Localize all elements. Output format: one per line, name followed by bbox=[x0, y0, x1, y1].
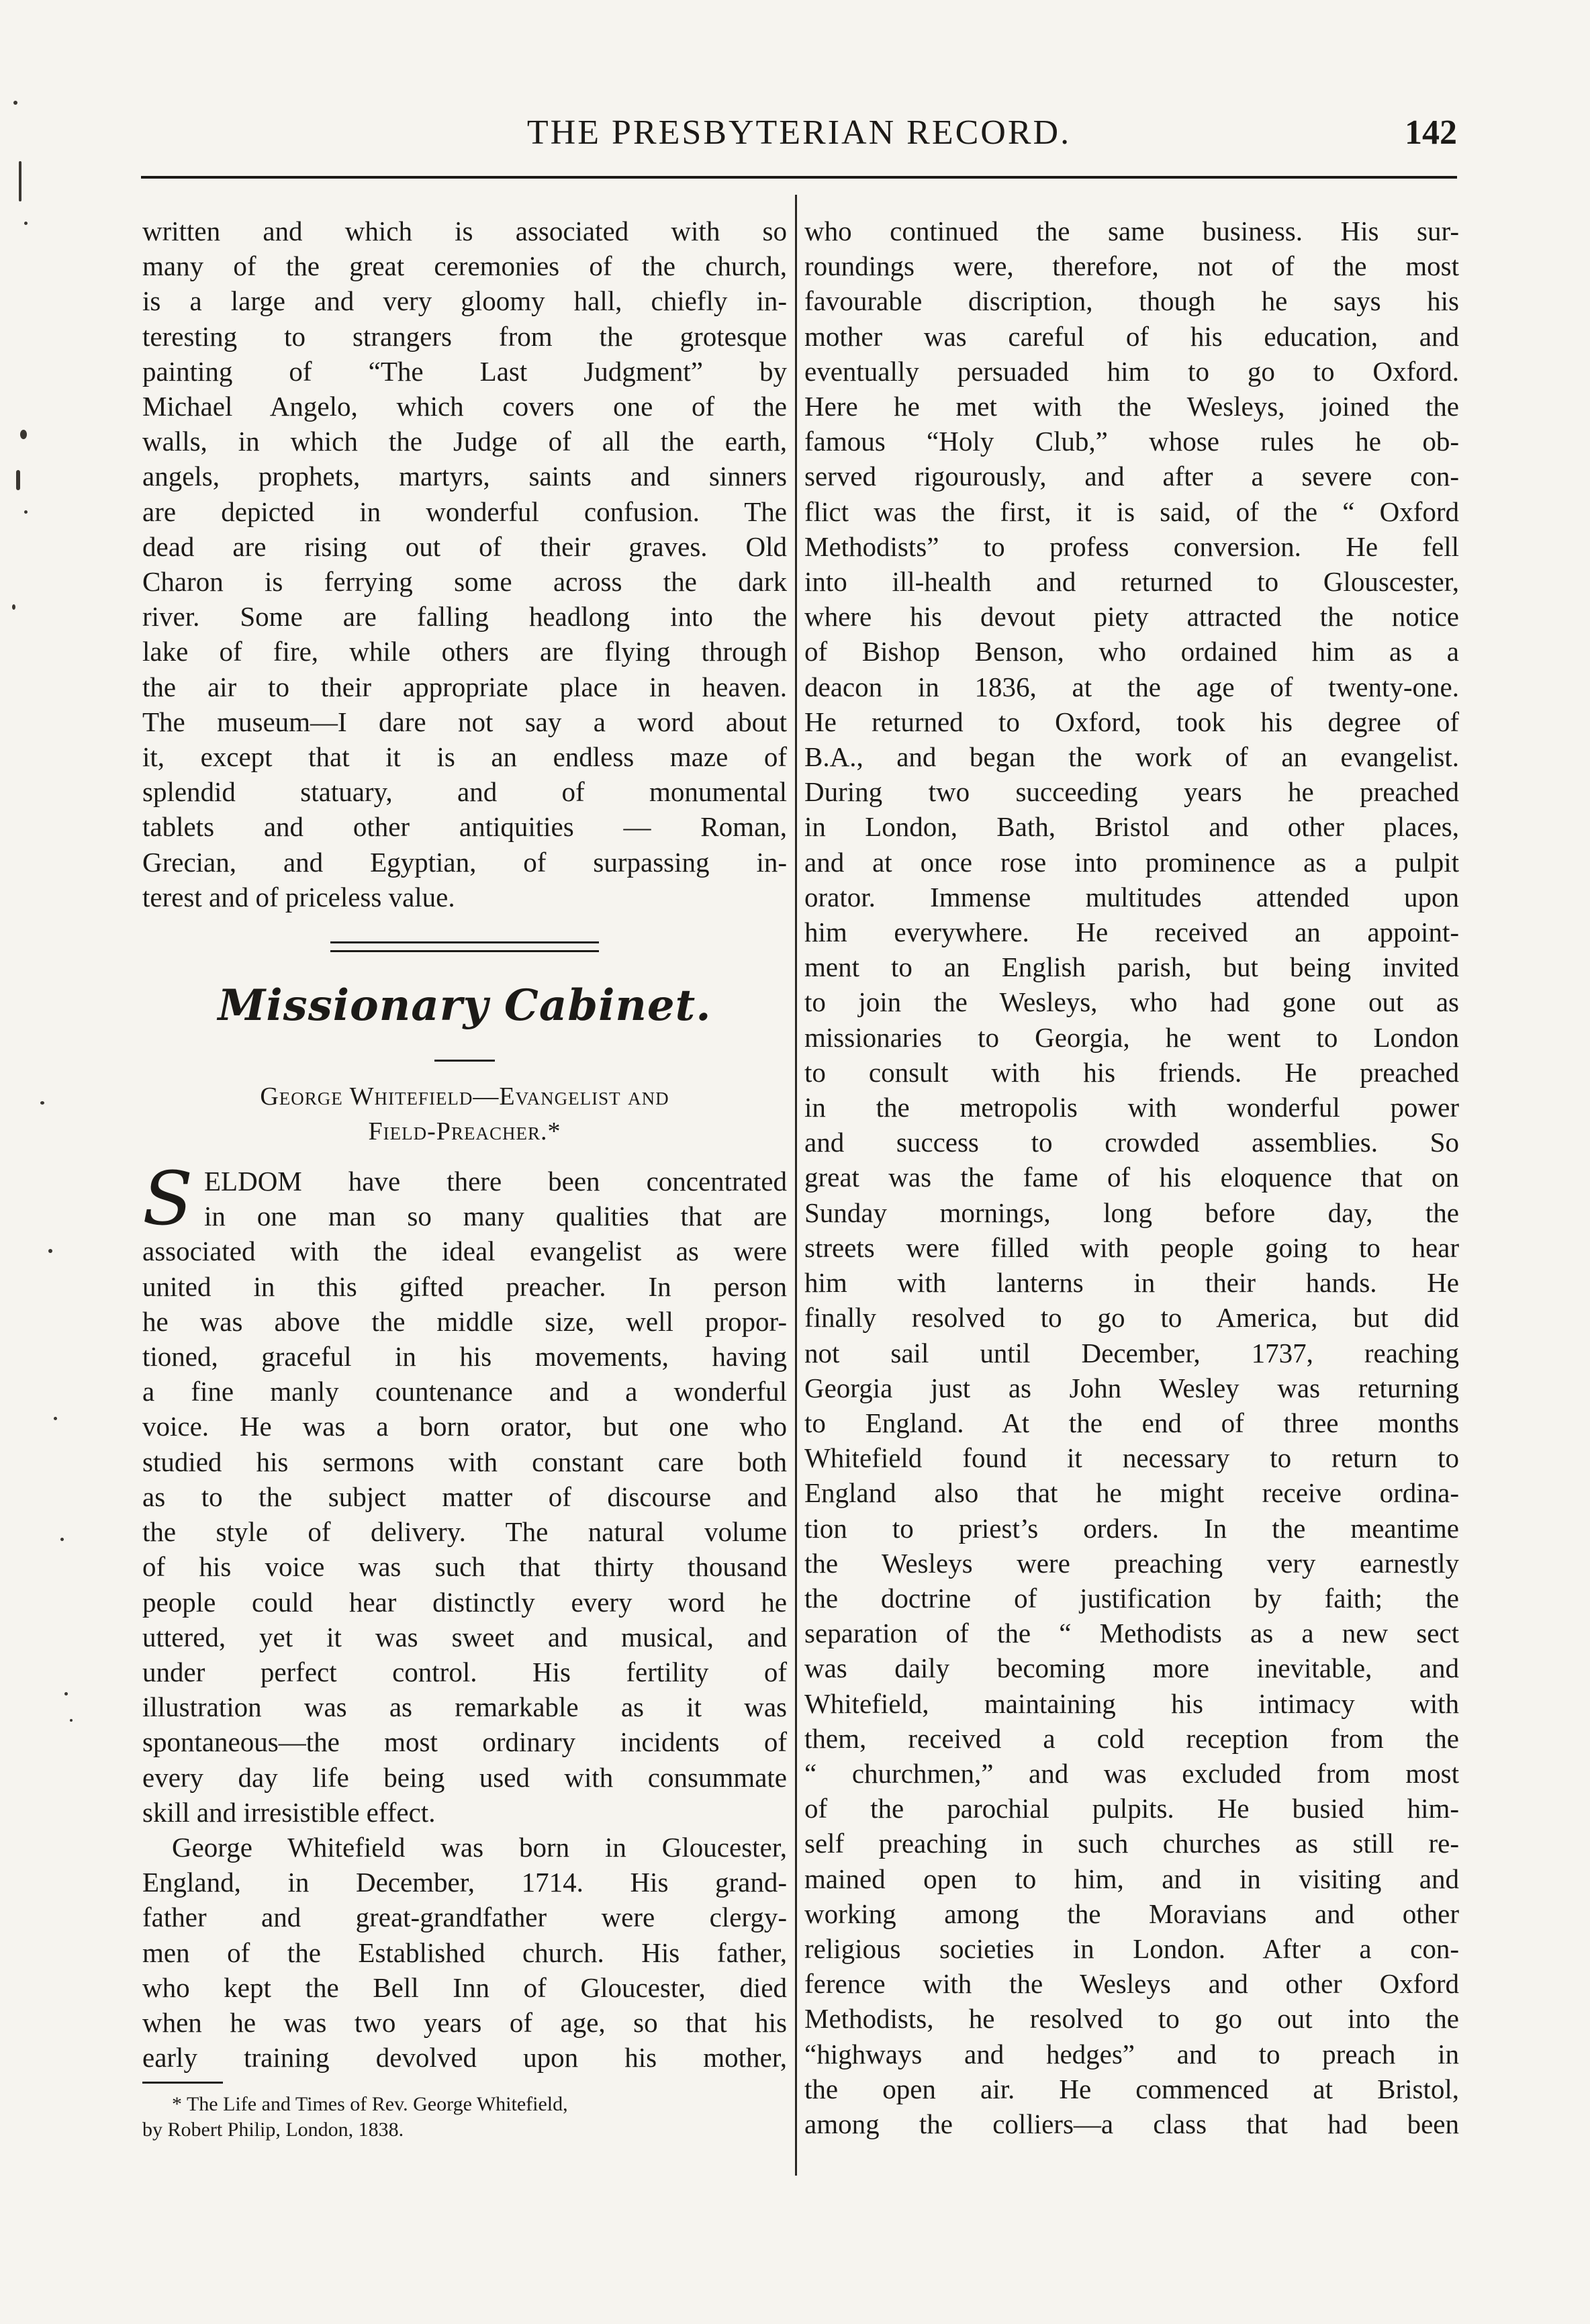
text-line: favourable discription, though he says his bbox=[804, 285, 1459, 317]
text-line: was daily becoming more inevitable, and bbox=[804, 1653, 1459, 1684]
text-line: the doctrine of justification by faith; the bbox=[804, 1582, 1459, 1614]
text-line: splendid statuary, and of monumental bbox=[142, 776, 787, 808]
text-line: Georgia just as John Wesley was returning bbox=[804, 1372, 1459, 1403]
text-line: Here he met with the Wesleys, joined the bbox=[804, 391, 1459, 422]
text-line: among the colliers—a class that had been bbox=[804, 2108, 1459, 2139]
text-line: not sail until December, 1737, reaching bbox=[804, 1337, 1459, 1368]
text-line: he was above the middle size, well propor- bbox=[142, 1305, 787, 1337]
text-line: when he was two years of age, so that his bbox=[142, 2006, 787, 2038]
text-line: orator. Immense multitudes attended upon bbox=[804, 881, 1459, 913]
text-line: to join the Wesleys, who had gone out as bbox=[804, 986, 1459, 1018]
text-line: of the parochial pulpits. He busied him- bbox=[804, 1793, 1459, 1824]
text-line: are depicted in wonderful confusion. The bbox=[142, 496, 787, 527]
text-line: associated with the ideal evangelist as were bbox=[142, 1236, 787, 1267]
text-line: him everywhere. He received an appoint- bbox=[804, 917, 1459, 948]
text-line: people could hear distinctly every word he bbox=[142, 1586, 787, 1618]
article-title-line: George Whitefield—Evangelist and bbox=[260, 1082, 669, 1111]
footnote-line: by Robert Philip, London, 1838. bbox=[142, 2119, 404, 2141]
text-line: eventually persuaded him to go to Oxford. bbox=[804, 355, 1459, 387]
speck bbox=[13, 101, 17, 105]
text-line: mained open to him, and in visiting and bbox=[804, 1863, 1459, 1894]
text-line: Methodists” to profess conversion. He fell bbox=[804, 530, 1459, 562]
text-line: Whitefield, maintaining his intimacy with bbox=[804, 1687, 1459, 1719]
text-line: in one man so many qualities that are bbox=[204, 1201, 787, 1232]
text-line: self preaching in such churches as still re- bbox=[804, 1828, 1459, 1859]
footnote bbox=[142, 2092, 787, 2143]
text-line: every day life being used with consummate bbox=[142, 1761, 787, 1793]
text-line: father and great-grandfather were clergy- bbox=[142, 1902, 787, 1933]
footnote-rule bbox=[142, 2082, 223, 2084]
text-line: famous “Holy Club,” whose rules he ob- bbox=[804, 426, 1459, 457]
running-header bbox=[141, 113, 1457, 160]
speck bbox=[16, 470, 20, 490]
section-title: Missionary Cabinet. bbox=[218, 980, 712, 1031]
text-line: flict was the first, it is said, of the “ Oxford bbox=[804, 496, 1459, 527]
speck bbox=[54, 1417, 57, 1420]
text-line: is a large and very gloomy hall, chiefly in- bbox=[142, 285, 787, 317]
speck bbox=[40, 1101, 44, 1105]
text-line: working among the Moravians and other bbox=[804, 1898, 1459, 1929]
text-line: painting of “The Last Judgment” by bbox=[142, 355, 787, 387]
text-line: early training devolved upon his mother, bbox=[142, 2042, 787, 2074]
speck bbox=[20, 430, 27, 439]
text-line: uttered, yet it was sweet and musical, and bbox=[142, 1621, 787, 1653]
short-rule bbox=[434, 1060, 495, 1062]
text-line: united in this gifted preacher. In person bbox=[142, 1270, 787, 1302]
text-line: great was the fame of his eloquence that on bbox=[804, 1162, 1459, 1193]
text-line: lake of fire, while others are flying through bbox=[142, 636, 787, 667]
text-line: Methodists, he resolved to go out into the bbox=[804, 2003, 1459, 2035]
text-line: England also that he might receive ordina- bbox=[804, 1477, 1459, 1509]
text-line: Michael Angelo, which covers one of the bbox=[142, 391, 787, 422]
drop-cap: S bbox=[142, 1156, 193, 1242]
text-line: terest and of priceless value. bbox=[142, 881, 455, 913]
text-line: tioned, graceful in his movements, having bbox=[142, 1341, 787, 1373]
article-paragraph-1 bbox=[142, 1234, 787, 1829]
text-line: written and which is associated with so bbox=[142, 216, 787, 246]
text-line: Sunday mornings, long before day, the bbox=[804, 1197, 1459, 1228]
text-line: to consult with his friends. He preached bbox=[804, 1056, 1459, 1088]
text-line: them, received a cold reception from the bbox=[804, 1722, 1459, 1754]
text-line: under perfect control. His fertility of bbox=[142, 1656, 787, 1687]
text-line: dead are rising out of their graves. Old bbox=[142, 530, 787, 562]
text-line: who kept the Bell Inn of Gloucester, died bbox=[142, 1971, 787, 2003]
text-line: “highways and hedges” and to preach in bbox=[804, 2038, 1459, 2070]
footnote-line: * The Life and Times of Rev. George Whitefield, bbox=[172, 2093, 568, 2116]
text-line: walls, in which the Judge of all the earth, bbox=[142, 426, 787, 457]
text-line: ELDOM have there been concentrated bbox=[204, 1166, 787, 1197]
article-title-line: Field-Preacher.* bbox=[368, 1117, 561, 1146]
text-line: river. Some are falling headlong into the bbox=[142, 601, 787, 633]
text-line: to England. At the end of three months bbox=[804, 1407, 1459, 1438]
speck bbox=[24, 510, 28, 514]
column-divider bbox=[795, 195, 797, 2176]
text-line: into ill-health and returned to Glouscester, bbox=[804, 566, 1459, 598]
article-opening bbox=[142, 1156, 787, 1242]
text-line: studied his sermons with constant care both bbox=[142, 1446, 787, 1477]
text-line: tion to priest’s orders. In the meantime bbox=[804, 1512, 1459, 1544]
text-line: tablets and other antiquities — Roman, bbox=[142, 811, 787, 843]
text-line: Charon is ferrying some across the dark bbox=[142, 566, 787, 598]
text-line: who continued the same business. His sur- bbox=[804, 216, 1459, 246]
museum-paragraph bbox=[142, 214, 787, 915]
text-line: the air to their appropriate place in heaven. bbox=[142, 671, 787, 702]
text-line: the style of delivery. The natural volume bbox=[142, 1516, 787, 1548]
text-line: deacon in 1836, at the age of twenty-one. bbox=[804, 671, 1459, 702]
text-line: a fine manly countenance and a wonderful bbox=[142, 1376, 787, 1407]
left-column bbox=[142, 214, 787, 2143]
article-paragraph-2 bbox=[142, 1830, 787, 2075]
text-line: angels, prophets, martyrs, saints and sinners bbox=[142, 461, 787, 492]
text-line: missionaries to Georgia, he went to London bbox=[804, 1021, 1459, 1053]
header-rule bbox=[141, 176, 1457, 179]
text-line: ment to an English parish, but being invited bbox=[804, 951, 1459, 983]
speck bbox=[64, 1692, 68, 1695]
article-title bbox=[142, 1079, 787, 1149]
text-line: mother was careful of his education, and bbox=[804, 320, 1459, 352]
page-number: 142 bbox=[1405, 113, 1457, 152]
text-line: streets were filled with people going to hear bbox=[804, 1231, 1459, 1263]
text-line: Grecian, and Egyptian, of surpassing in- bbox=[142, 846, 787, 878]
text-line: religious societies in London. After a con- bbox=[804, 1933, 1459, 1964]
speck bbox=[24, 222, 28, 225]
text-line: men of the Established church. His father, bbox=[142, 1937, 787, 1968]
speck bbox=[70, 1719, 73, 1722]
text-line: illustration was as remarkable as it was bbox=[142, 1691, 787, 1723]
text-line: it, except that it is an endless maze of bbox=[142, 741, 787, 773]
journal-title: THE PRESBYTERIAN RECORD. bbox=[526, 113, 1072, 152]
text-line: separation of the “ Methodists as a new sect bbox=[804, 1618, 1459, 1649]
text-line: spontaneous—the most ordinary incidents of bbox=[142, 1726, 787, 1758]
speck bbox=[60, 1538, 64, 1541]
text-line: as to the subject matter of discourse and bbox=[142, 1481, 787, 1512]
text-line: B.A., and began the work of an evangelist. bbox=[804, 741, 1459, 773]
text-line: of Bishop Benson, who ordained him as a bbox=[804, 636, 1459, 667]
speck bbox=[12, 604, 15, 610]
text-line: roundings were, therefore, not of the most bbox=[804, 250, 1459, 282]
text-line: Whitefield found it necessary to return to bbox=[804, 1442, 1459, 1474]
text-line: The museum—I dare not say a word about bbox=[142, 706, 787, 737]
text-line: ference with the Wesleys and other Oxford bbox=[804, 1968, 1459, 2000]
text-line: skill and irresistible effect. bbox=[142, 1796, 436, 1828]
text-line: George Whitefield was born in Gloucester, bbox=[172, 1831, 787, 1863]
text-line: finally resolved to go to America, but did bbox=[804, 1302, 1459, 1334]
text-line: “ churchmen,” and was excluded from most bbox=[804, 1757, 1459, 1789]
text-line: served rigourously, and after a severe con- bbox=[804, 461, 1459, 492]
text-line: in the metropolis with wonderful power bbox=[804, 1092, 1459, 1123]
text-line: teresting to strangers from the grotesque bbox=[142, 320, 787, 352]
text-line: many of the great ceremonies of the church, bbox=[142, 250, 787, 282]
text-line: of his voice was such that thirty thousand bbox=[142, 1551, 787, 1583]
text-line: where his devout piety attracted the notice bbox=[804, 601, 1459, 633]
text-line: in London, Bath, Bristol and other places, bbox=[804, 811, 1459, 843]
speck bbox=[19, 161, 21, 201]
text-line: He returned to Oxford, took his degree of bbox=[804, 706, 1459, 737]
right-column bbox=[804, 214, 1459, 2141]
text-line: and success to crowded assemblies. So bbox=[804, 1127, 1459, 1158]
speck bbox=[48, 1249, 52, 1253]
text-line: him with lanterns in their hands. He bbox=[804, 1267, 1459, 1299]
text-line: and at once rose into prominence as a pulpit bbox=[804, 846, 1459, 878]
text-line: the open air. He commenced at Bristol, bbox=[804, 2073, 1459, 2104]
section-separator bbox=[330, 941, 599, 952]
text-line: During two succeeding years he preached bbox=[804, 776, 1459, 808]
text-line: England, in December, 1714. His grand- bbox=[142, 1867, 787, 1898]
text-line: voice. He was a born orator, but one who bbox=[142, 1411, 787, 1442]
scan-margin-specks bbox=[0, 0, 87, 2324]
text-line: the Wesleys were preaching very earnestly bbox=[804, 1547, 1459, 1579]
